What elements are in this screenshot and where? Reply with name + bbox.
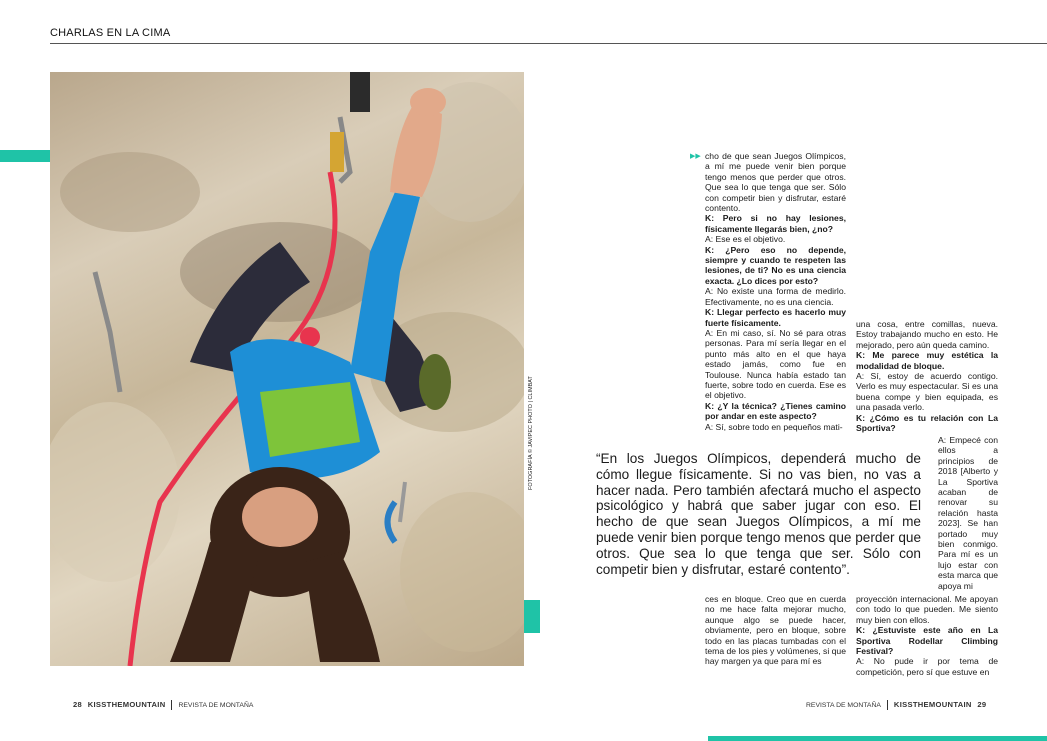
page-number-left: 28 — [73, 700, 83, 709]
interview-answer: una cosa, entre comillas, nueva. Estoy trabajando mucho en esto. He mejorado, pero aún queda camino. — [856, 319, 998, 350]
interview-question: K: ¿Cómo es tu relación con La Sportiva? — [856, 412, 998, 434]
interview-answer: A: No existe una forma de medirlo. Efectivamente, no es una ciencia. — [705, 286, 846, 307]
interview-question: K: Me parece muy estética la modalidad de bloque. — [856, 350, 998, 371]
magazine-right: REVISTA DE MONTAÑA — [806, 702, 881, 709]
section-title: CHARLAS EN LA CIMA — [50, 27, 171, 39]
article-column-right — [705, 151, 846, 432]
article-column-bottom-right — [856, 594, 998, 677]
climber-illustration — [50, 72, 524, 666]
brand-left: KISSTHEMOUNTAIN — [87, 700, 166, 709]
interview-answer: A: Ese es el objetivo. — [705, 234, 786, 245]
brand-right: KISSTHEMOUNTAIN — [893, 700, 972, 709]
header-rule — [50, 43, 1047, 44]
interview-answer: A: Sí, estoy de acuerdo contigo. Verlo es muy espectacular. Si es una buena compe y bien equipada, es una pasada verlo. — [856, 371, 998, 413]
interview-question: K: Pero si no hay lesiones, físicamente llegarás bien, ¿no? — [705, 213, 846, 234]
interview-question: K: Llegar perfecto es hacerlo muy fuerte físicamente. — [705, 307, 846, 328]
accent-bar-bottom — [708, 736, 1047, 741]
continuation-arrow-icon: ▶▶ — [690, 153, 701, 160]
pull-quote: “En los Juegos Olímpicos, dependerá mucho de cómo llegue físicamente. Si no vas bien, no vas a hacer nada. Pero también afectará mucho el aspecto psicológico y habrá que saber jugar con eso. El hecho de que sean Juegos Olímpicos, a mí me puede venir bien porque tengo menos que perder que otros. Que sea lo que tenga que ser. Sólo con competir bien y disfrutar, estaré contento”. — [596, 451, 921, 577]
magazine-left: REVISTA DE MONTAÑA — [178, 702, 254, 709]
climber-photo — [50, 72, 524, 666]
footer-divider — [887, 700, 888, 710]
page-number-right: 29 — [977, 700, 987, 709]
interview-answer: cho de que sean Juegos Olímpicos, a mí me puede venir bien porque tengo menos que perder que otros. Que sea lo que tenga que ser. Sólo con competir bien y disfrutar, estaré contento. — [705, 151, 846, 214]
article-column-bottom-left: ces en bloque. Creo que en cuerda no me hace falta mejorar mucho, aunque algo se puede hacer, obviamente, pero en bloque, sobre todo en las placas tumbadas con el tema de los pies y volúmenes, si que hay margen ya que para mí es — [705, 594, 846, 667]
interview-answer: A: No pude ir por tema de competición, pero sí que estuve en — [856, 656, 998, 677]
interview-question: K: ¿Y la técnica? ¿Tienes camino por andar en este aspecto? — [705, 400, 846, 422]
interview-question: K: ¿Estuviste este año en La Sportiva Rodellar Climbing Festival? — [856, 625, 998, 657]
interview-answer: proyección internacional. Me apoyan con todo lo que pueden. Me siento muy bien con ellos. — [856, 594, 998, 625]
article-column-far-right — [856, 319, 998, 433]
article-column-narrow: A: Empecé con ellos a principios de 2018 [Alberto y La Sportiva acaban de renovar su relación hasta 2023]. Se han portado muy bien conmigo. Para mí es un lujo estar con esta marca que apoya mi — [938, 435, 998, 591]
interview-answer: A: En mi caso, sí. No sé para otras personas. Para mí sería llegar en el punto más alto en el que haya estado jamás, como fue en Toulouse. Nunca había estado tan fuerte, sobre todo en cuerda. Ese es el objetivo. — [705, 327, 846, 401]
interview-question: K: ¿Pero eso no depende, siempre y cuando te respeten las lesiones, de ti? No es una ciencia exacta. ¿Lo dices por esto? — [705, 244, 846, 286]
footer-left — [73, 700, 253, 710]
photo-credit: FOTOGRAFÍA © JAVIPEC PHOTO | CLIMBAT — [528, 376, 534, 490]
footer-right — [806, 700, 986, 710]
footer-divider — [171, 700, 172, 710]
interview-answer: A: Sí, sobre todo en pequeños mati- — [705, 421, 843, 432]
